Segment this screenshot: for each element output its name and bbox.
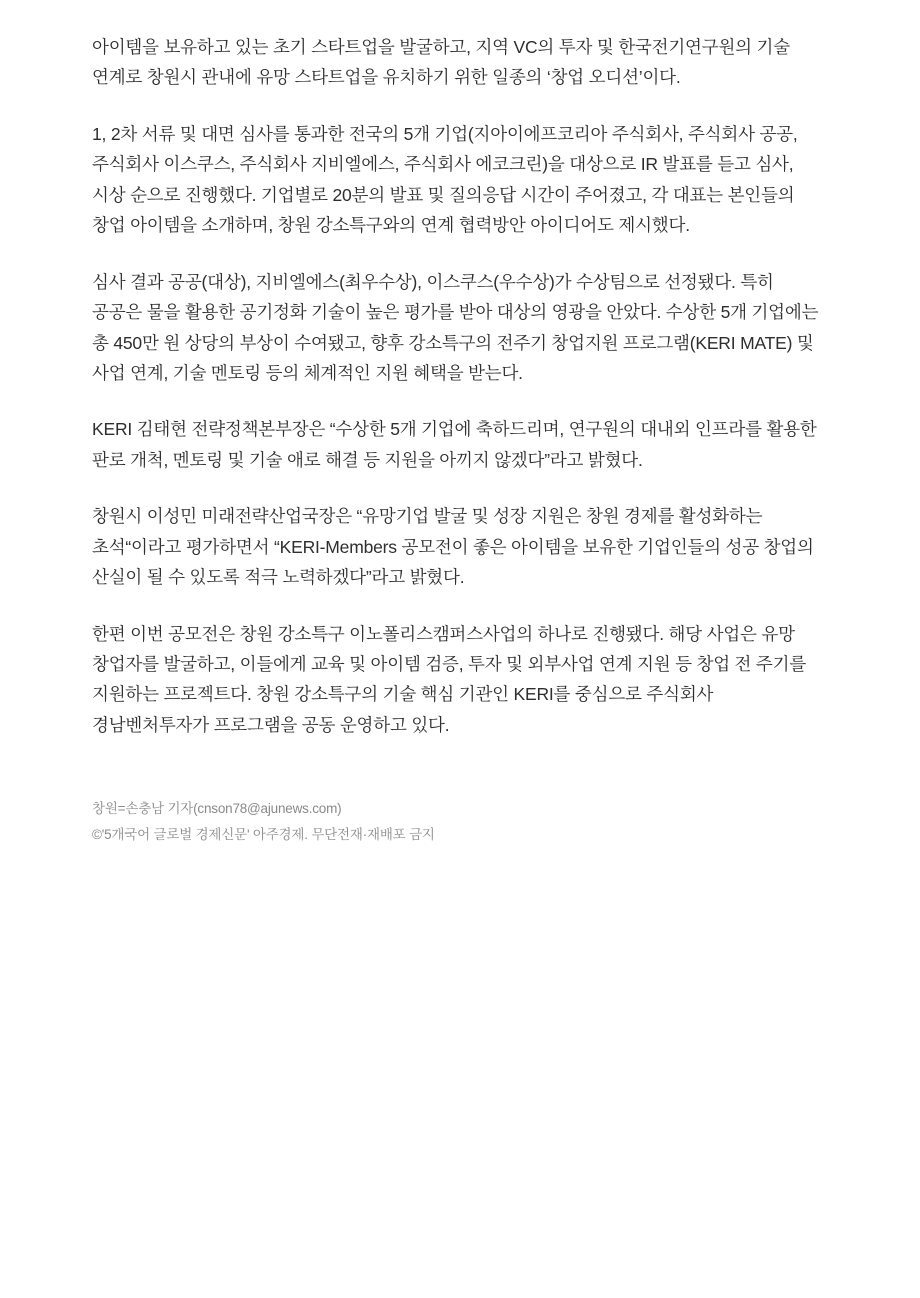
article-paragraph: 1, 2차 서류 및 대면 심사를 통과한 전국의 5개 기업(지아이에프코리아 주식회사, 주식회사 공공, 주식회사 이스쿠스, 주식회사 지비엘에스, 주식회사 에코크린)을 대상으로 IR 발표를 듣고 심사, 시상 순으로 진행했다. 기업별로 20분의 발표 및 질의응답 시간이 주어졌고, 각 대표는 본인들의 창업 아이템을 소개하며, 창원 강소특구와의 연계 협력방안 아이디어도 제시했다. (92, 123, 798, 236)
article-paragraph: 창원시 이성민 미래전략산업국장은 “유망기업 발굴 및 성장 지원은 창원 경제를 활성화하는 초석“이라고 평가하면서 “KERI-Members 공모전이 좋은 아이템을 보유한 기업인들의 성공 창업의 산실이 될 수 있도록 적극 노력하겠다”라고 밝혔다. (92, 506, 814, 588)
article-paragraph: 심사 결과 공공(대상), 지비엘에스(최우수상), 이스쿠스(우수상)가 수상팀으로 선정됐다. 특히 공공은 물을 활용한 공기정화 기술이 높은 평가를 받아 대상의 영광을 안았다. 수상한 5개 기업에는 총 450만 원 상당의 부상이 수여됐고, 향후 강소특구의 전주기 창업지원 프로그램(KERI MATE) 및 사업 연계, 기술 멘토링 등의 체계적인 지원 혜택을 받는다. (92, 271, 819, 383)
article-footer (92, 796, 828, 848)
copyright-notice: ©'5개국어 글로벌 경제신문' 아주경제. 무단전재·재배포 금지 (92, 827, 435, 843)
article-paragraph: 한편 이번 공모전은 창원 강소특구 이노폴리스캠퍼스사업의 하나로 진행됐다. 해당 사업은 유망 창업자를 발굴하고, 이들에게 교육 및 아이템 검증, 투자 및 외부사업 연계 지원 등 창업 전 주기를 지원하는 프로젝트다. 창원 강소특구의 기술 핵심 기관인 KERI를 중심으로 주식회사 경남벤처투자가 프로그램을 공동 운영하고 있다. (92, 623, 807, 735)
reporter-byline: 창원=손충남 기자(cnson78@ajunews.com) (92, 801, 342, 817)
article-body (92, 32, 828, 740)
article-paragraph: KERI 김태현 전략정책본부장은 “수상한 5개 기업에 축하드리며, 연구원의 대내외 인프라를 활용한 판로 개척, 멘토링 및 기술 애로 해결 등 지원을 아끼지 않겠다”라고 밝혔다. (92, 419, 817, 470)
article-paragraph: 아이템을 보유하고 있는 초기 스타트업을 발굴하고, 지역 VC의 투자 및 한국전기연구원의 기술 연계로 창원시 관내에 유망 스타트업을 유치하기 위한 일종의 ‘창업 오디션’이다. (92, 37, 790, 88)
